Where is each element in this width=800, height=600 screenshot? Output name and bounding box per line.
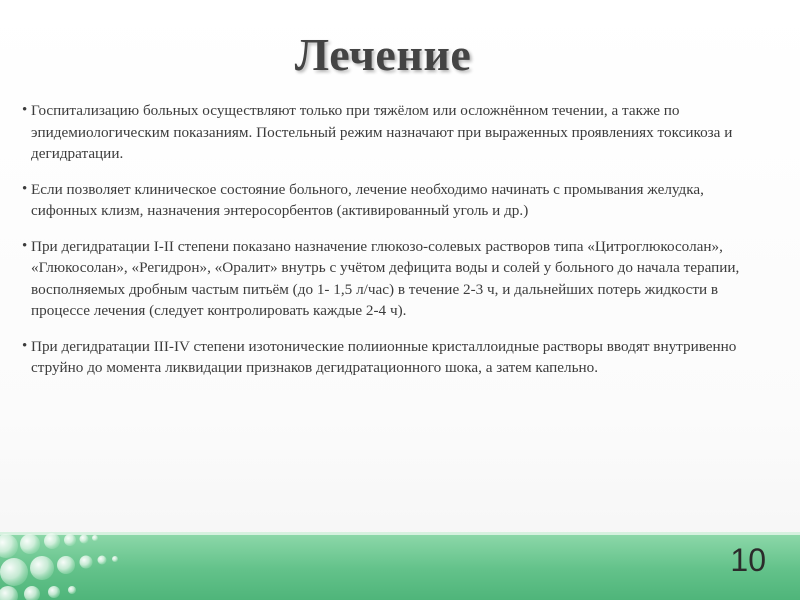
paragraph-text: При дегидратации I-II степени показано назначение глюкозо-солевых растворов типа «Цитроглюкосолан», «Глюкосолан», «Регидрон», «Оралит» внутрь с учётом дефицита воды и солей у больного до начала терапии, восполняемых дробным частым питьём (до 1- 1,5 л/час) в течение 2-3 ч, и дальнейших потерь жидкости в процессе лечения (следует контролировать каждые 2-4 ч). [31, 237, 740, 319]
bubble-shape [92, 535, 98, 541]
bullet-marker: • [22, 102, 28, 118]
bubble-shape [44, 533, 60, 549]
bubble-shape [98, 556, 107, 565]
paragraph-text: При дегидратации III-IV степени изотонические полиионные кристаллоидные растворы вводят внутривенно струйно до момента ликвидации признаков дегидратационного шока, а затем капельно. [31, 337, 737, 376]
bubble-shape [112, 556, 118, 562]
bubble-shape [64, 534, 76, 546]
bubble-shape [57, 556, 75, 574]
bullet-marker: • [22, 180, 28, 197]
page-number: 10 [730, 542, 766, 578]
bubble-shape [30, 556, 54, 580]
slide-title: Лечение [294, 29, 472, 80]
bubble-shape [48, 586, 60, 598]
bubble-shape [68, 586, 76, 594]
bullet-marker: • [22, 237, 28, 254]
paragraph-text: Госпитализацию больных осуществляют только при тяжёлом или осложнённом течении, а также по эпидемиологическим показаниям. Постельный режим назначают при выраженных проявлениях токсикоза и дегидратации. [31, 102, 733, 162]
bubble-shape [80, 535, 89, 544]
bullet-paragraph-1 [22, 100, 767, 165]
bullet-paragraph-4 [22, 336, 767, 379]
bubble-shape [0, 534, 18, 558]
bubble-shape [20, 534, 40, 554]
bubble-shape [0, 586, 18, 600]
bullet-marker: • [22, 337, 28, 354]
bullet-paragraph-2 [22, 179, 767, 222]
slide-body [22, 100, 767, 379]
bubble-shape [24, 586, 40, 600]
paragraph-text: Если позволяет клиническое состояние больного, лечение необходимо начинать с промывания желудка, сифонных клизм, назначения энтеросорбентов (активированный уголь и др.) [31, 180, 704, 219]
bubble-shape [80, 556, 93, 569]
bullet-paragraph-3 [22, 236, 767, 322]
bubble-shape [0, 558, 28, 586]
bubble-decoration [0, 532, 200, 600]
